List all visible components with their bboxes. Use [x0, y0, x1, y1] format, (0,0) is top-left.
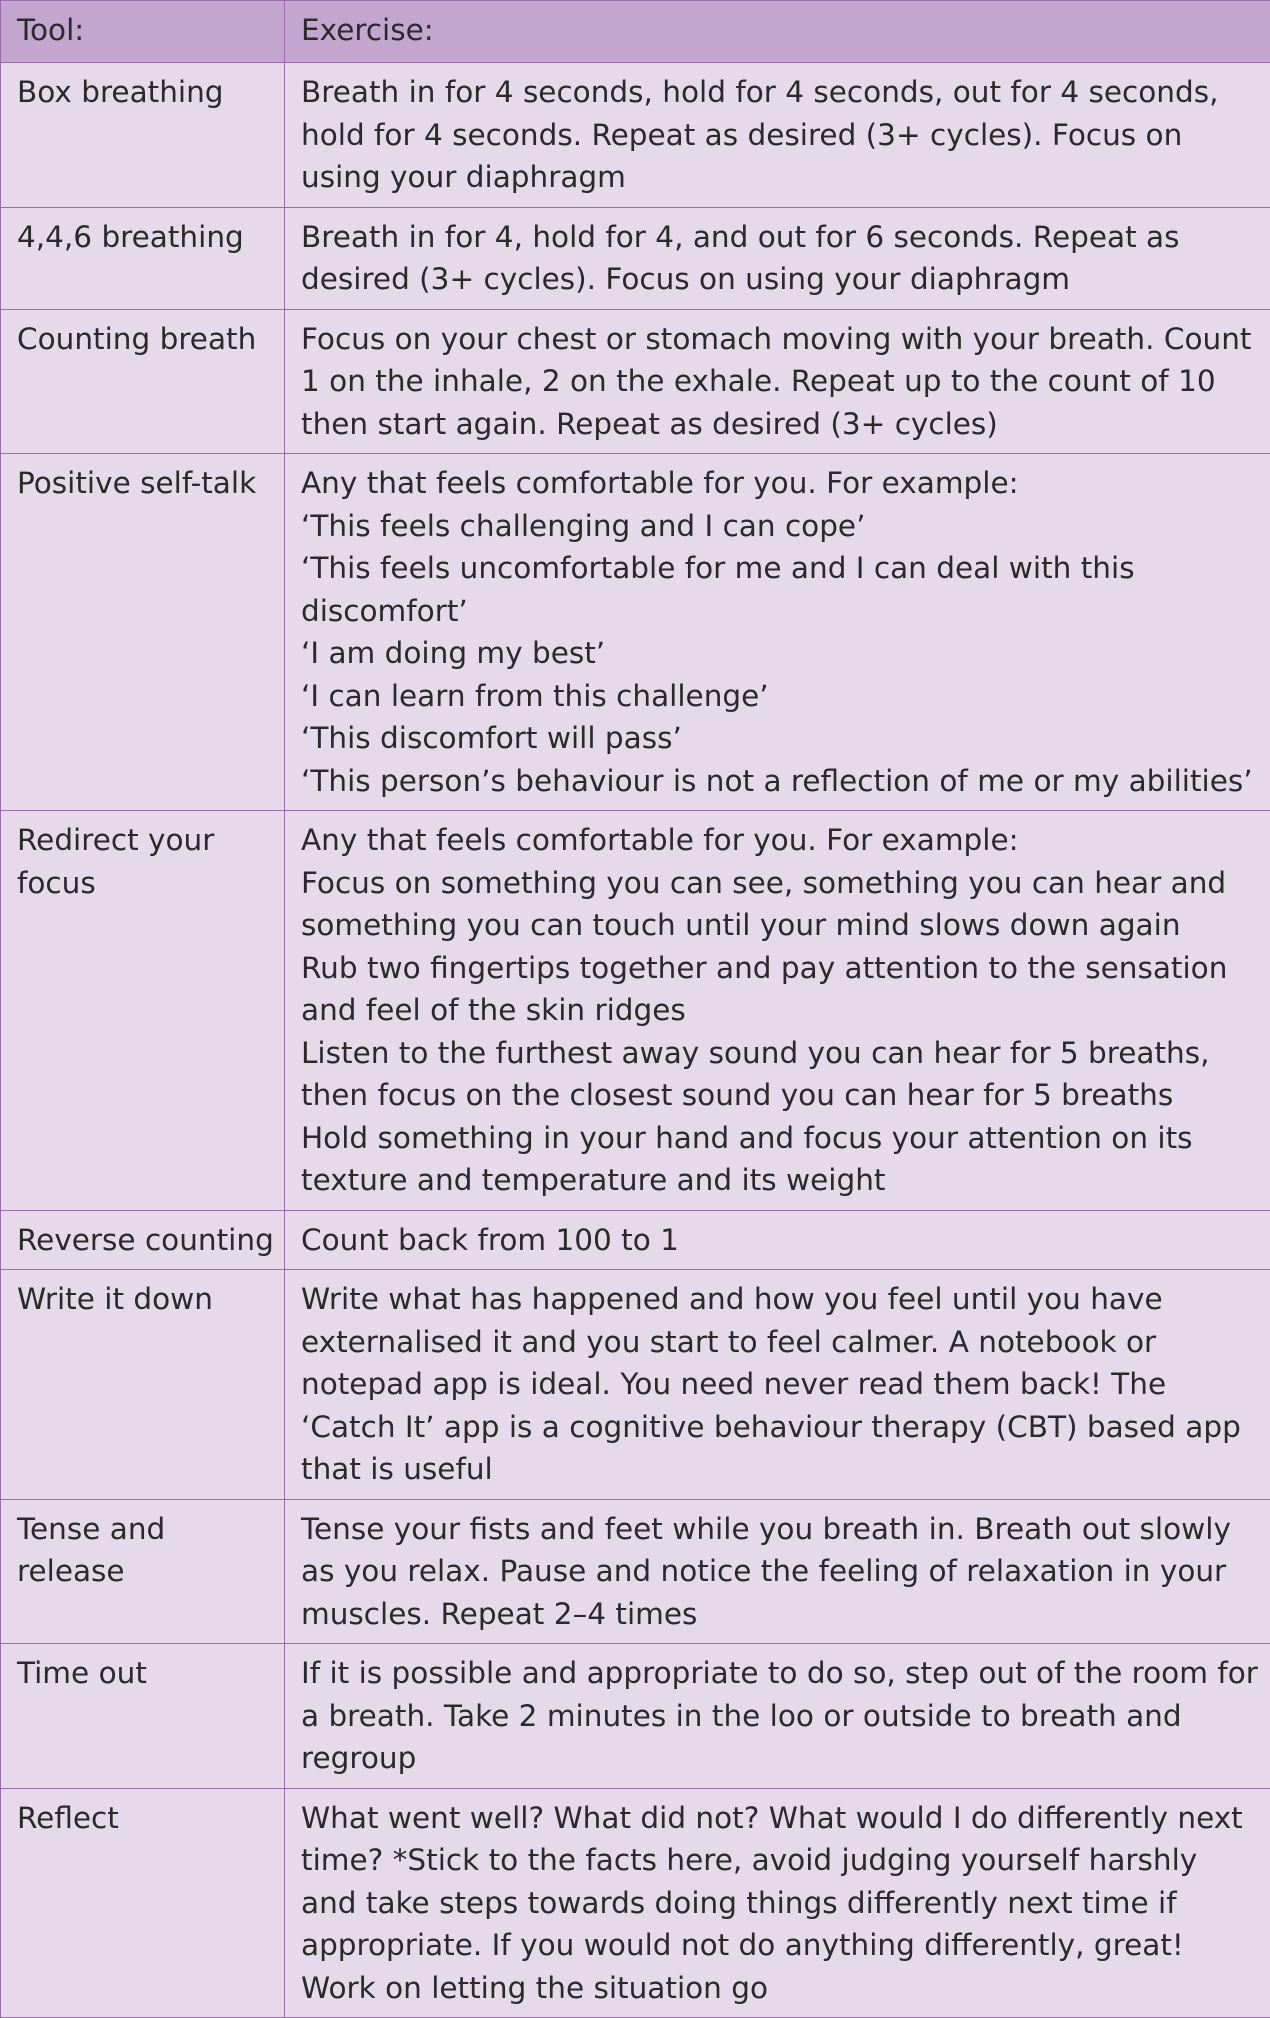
exercise-line: Write what has happened and how you feel until you have externalised it and you start to feel calmer. A notebook or notepad app is ideal. You need never read them back! The ‘Catch It’ app is a cognitive behaviour therapy (CBT) based app that is useful [301, 1278, 1258, 1491]
table-row [1, 1788, 1270, 2018]
tool-cell: Reflect [1, 1788, 285, 2018]
tool-cell: Time out [1, 1644, 285, 1789]
exercise-line: Focus on your chest or stomach moving with your breath. Count 1 on the inhale, 2 on the exhale. Repeat up to the count of 10 then start again. Repeat as desired (3+ cycles) [301, 318, 1258, 446]
exercise-line: Tense your fists and feet while you breath in. Breath out slowly as you relax. Pause and notice the feeling of relaxation in your muscles. Repeat 2–4 times [301, 1508, 1258, 1636]
table-row [1, 1210, 1270, 1270]
exercise-line: Rub two fingertips together and pay attention to the sensation and feel of the skin ridges [301, 947, 1258, 1032]
table-row [1, 309, 1270, 454]
tool-cell: Positive self-talk [1, 454, 285, 811]
exercise-line: ‘I am doing my best’ [301, 632, 1258, 675]
exercise-line: ‘This feels uncomfortable for me and I can deal with this discomfort’ [301, 547, 1258, 632]
exercise-line: ‘This feels challenging and I can cope’ [301, 505, 1258, 548]
table-row [1, 207, 1270, 309]
tool-cell: Tense and release [1, 1499, 285, 1644]
exercise-line: What went well? What did not? What would I do differently next time? *Stick to the facts here, avoid judging yourself harshly and take steps towards doing things differently next time if appropriate. If you would not do anything differently, great! Work on letting the situation go [301, 1797, 1258, 2010]
header-exercise: Exercise: [285, 1, 1270, 63]
table-row [1, 1499, 1270, 1644]
exercise-line: Breath in for 4, hold for 4, and out for 6 seconds. Repeat as desired (3+ cycles). Focus on using your diaphragm [301, 216, 1258, 301]
exercise-line: ‘This discomfort will pass’ [301, 717, 1258, 760]
tool-cell: 4,4,6 breathing [1, 207, 285, 309]
exercise-cell [285, 207, 1270, 309]
exercise-line: Any that feels comfortable for you. For example: [301, 462, 1258, 505]
tool-cell: Reverse counting [1, 1210, 285, 1270]
exercise-cell [285, 1210, 1270, 1270]
tool-cell: Counting breath [1, 309, 285, 454]
exercise-line: Count back from 100 to 1 [301, 1219, 1258, 1262]
exercise-line: Focus on something you can see, something you can hear and something you can touch until your mind slows down again [301, 862, 1258, 947]
table-row [1, 1644, 1270, 1789]
exercise-line: ‘This person’s behaviour is not a reflection of me or my abilities’ [301, 760, 1258, 803]
table-header-row [1, 1, 1270, 63]
exercise-cell [285, 454, 1270, 811]
exercise-cell [285, 811, 1270, 1211]
header-tool: Tool: [1, 1, 285, 63]
exercise-line: Listen to the furthest away sound you can hear for 5 breaths, then focus on the closest sound you can hear for 5 breaths [301, 1032, 1258, 1117]
exercise-line: Any that feels comfortable for you. For example: [301, 819, 1258, 862]
exercise-cell [285, 1270, 1270, 1500]
tool-cell: Box breathing [1, 63, 285, 208]
exercise-cell [285, 63, 1270, 208]
table-row [1, 63, 1270, 208]
exercise-cell [285, 309, 1270, 454]
tool-cell: Redirect your focus [1, 811, 285, 1211]
exercise-cell [285, 1499, 1270, 1644]
exercise-line: ‘I can learn from this challenge’ [301, 675, 1258, 718]
exercise-cell [285, 1644, 1270, 1789]
exercise-line: Hold something in your hand and focus your attention on its texture and temperature and its weight [301, 1117, 1258, 1202]
exercise-line: If it is possible and appropriate to do so, step out of the room for a breath. Take 2 minutes in the loo or outside to breath and regroup [301, 1652, 1258, 1780]
table-body [1, 63, 1270, 2018]
table-row [1, 1270, 1270, 1500]
table-row [1, 454, 1270, 811]
table-row [1, 811, 1270, 1211]
exercise-line: Breath in for 4 seconds, hold for 4 seconds, out for 4 seconds, hold for 4 seconds. Repeat as desired (3+ cycles). Focus on using your diaphragm [301, 71, 1258, 199]
exercise-cell [285, 1788, 1270, 2018]
tool-cell: Write it down [1, 1270, 285, 1500]
